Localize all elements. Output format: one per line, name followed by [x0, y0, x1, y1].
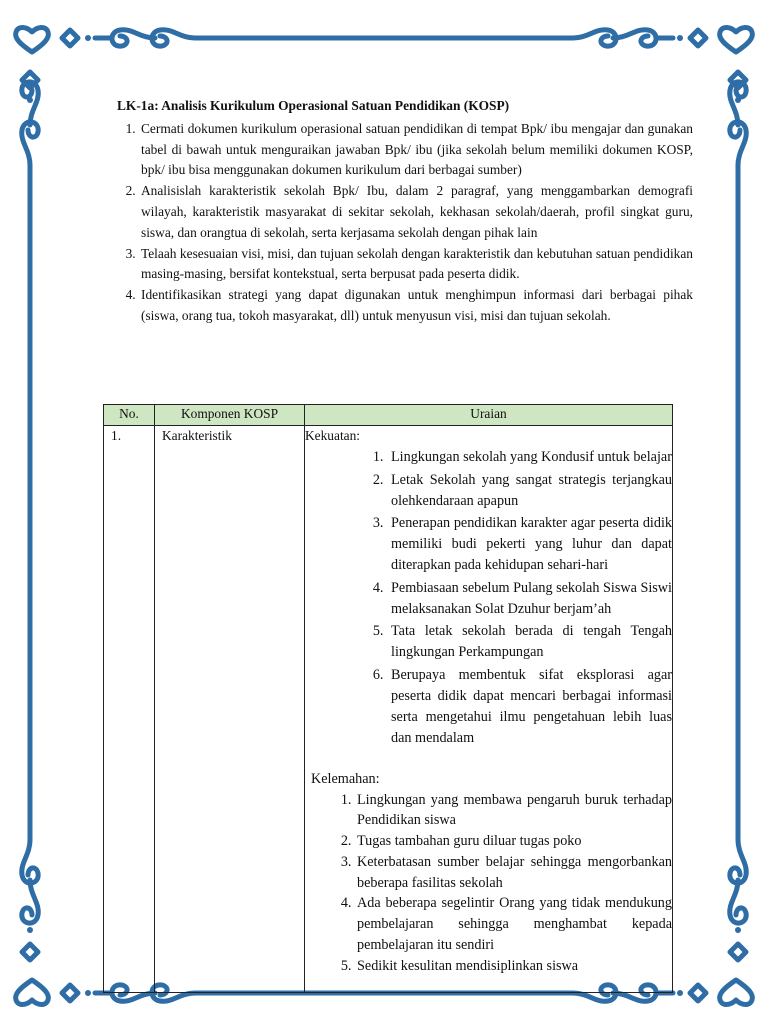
list-item: 6. Berupaya membentuk sifat eksplorasi agar peserta didik dapat mencari berbagai informasi serta mengetahui ilmu pengetahuan lebih luas dan mendalam	[387, 665, 672, 749]
table-row	[104, 426, 673, 993]
list-item: 3. Penerapan pendidikan karakter agar peserta didik memiliki budi pekerti yang luhur dan dapat diterapkan pada kehidupan sehari-hari	[387, 513, 672, 576]
header-uraian: Uraian	[305, 405, 673, 426]
instruction-item: 4. Identifikasikan strategi yang dapat digunakan untuk menghimpun informasi dari berbagai pihak (siswa, orang tua, tokoh masyarakat, dll) untuk menyusun visi, misi dan tujuan sekolah.	[139, 285, 693, 327]
kelemahan-label: Kelemahan:	[311, 770, 380, 787]
list-item: 2. Tugas tambahan guru diluar tugas poko	[355, 831, 672, 852]
row-number: 1.	[104, 426, 155, 993]
instruction-list	[117, 119, 693, 327]
row-uraian	[305, 426, 673, 993]
list-item: 5. Sedikit kesulitan mendisiplinkan siswa	[355, 956, 672, 977]
list-item: 4. Ada beberapa segelintir Orang yang tidak mendukung pembelajaran sehingga menghambat kepada pembelajaran itu sendiri	[355, 893, 672, 955]
list-item: 3. Keterbatasan sumber belajar sehingga mengorbankan beberapa fasilitas sekolah	[355, 852, 672, 894]
kelemahan-list	[305, 790, 672, 977]
header-komponen: Komponen KOSP	[155, 405, 305, 426]
list-item: 1. Lingkungan yang membawa pengaruh buruk terhadap Pendidikan siswa	[355, 790, 672, 832]
instruction-item: 1. Cermati dokumen kurikulum operasional satuan pendidikan di tempat Bpk/ ibu mengajar dan gunakan tabel di bawah untuk menguraikan jawaban Bpk/ ibu (jika sekolah belum memiliki dokumen KOSP, bpk/ ibu bisa menggunakan dokumen kurikulum dari berbagai sumber)	[139, 119, 693, 181]
row-komponen: Karakteristik	[155, 426, 305, 993]
instruction-item: 2. Analisislah karakteristik sekolah Bpk/ Ibu, dalam 2 paragraf, yang menggambarkan demografi wilayah, karakteristik masyarakat di sekitar sekolah, kekhasan sekolah/daerah, profil singkat guru, siswa, dan orangtua di sekolah, serta kerjasama sekolah dengan pihak lain	[139, 181, 693, 243]
kosp-table	[103, 404, 673, 993]
kekuatan-label: Kekuatan:	[305, 428, 361, 443]
list-item: 1. Lingkungan sekolah yang Kondusif untuk belajar	[387, 447, 672, 468]
worksheet-instructions	[117, 96, 693, 327]
list-item: 2. Letak Sekolah yang sangat strategis terjangkau olehkendaraan apapun	[387, 470, 672, 512]
kekuatan-list	[305, 447, 672, 749]
document-title: LK-1a: Analisis Kurikulum Operasional Satuan Pendidikan (KOSP)	[117, 98, 510, 113]
table-header-row	[104, 405, 673, 426]
list-item: 4. Pembiasaan sebelum Pulang sekolah Siswa Siswi melaksanakan Solat Dzuhur berjam’ah	[387, 578, 672, 620]
list-item: 5. Tata letak sekolah berada di tengah Tengah lingkungan Perkampungan	[387, 621, 672, 663]
header-no: No.	[104, 405, 155, 426]
instruction-item: 3. Telaah kesesuaian visi, misi, dan tujuan sekolah dengan karakteristik dan kebutuhan satuan pendidikan masing-masing, bersifat kontekstual, serta berpusat pada peserta didik.	[139, 244, 693, 286]
